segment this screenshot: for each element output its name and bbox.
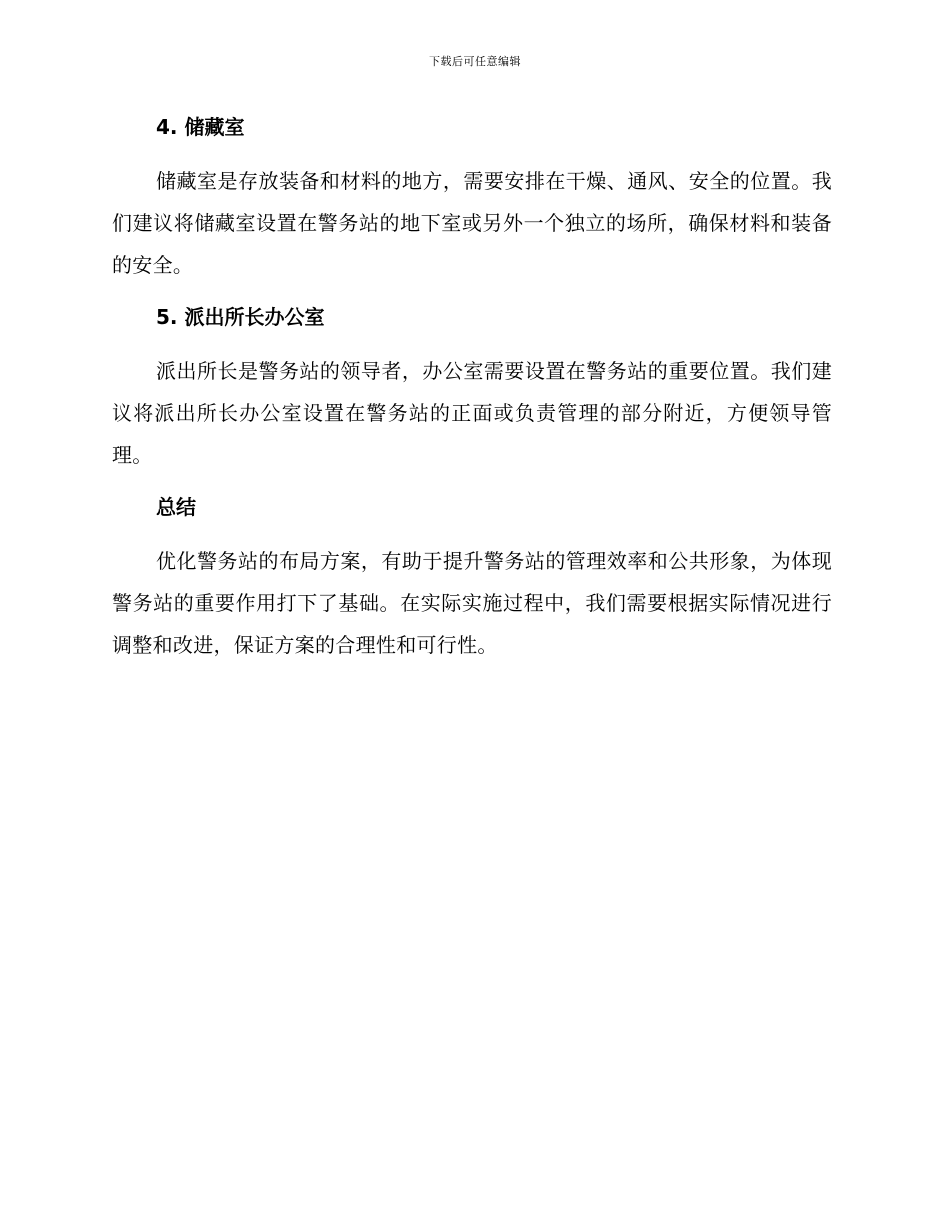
- page-header: 下载后可任意编辑: [429, 55, 521, 68]
- section-paragraph-summary: 优化警务站的布局方案，有助于提升警务站的管理效率和公共形象，为体现警务站的重要作用打下了基础。在实际实施过程中，我们需要根据实际情况进行调整和改进，保证方案的合理性和可行性。: [112, 549, 832, 657]
- section-heading-storage: 4. 储藏室: [156, 115, 245, 139]
- section-paragraph-storage: 储藏室是存放装备和材料的地方，需要安排在干燥、通风、安全的位置。我们建议将储藏室设置在警务站的地下室或另外一个独立的场所，确保材料和装备的安全。: [112, 169, 832, 277]
- section-heading-director-office: 5. 派出所长办公室: [156, 305, 325, 329]
- section-paragraph-director-office: 派出所长是警务站的领导者，办公室需要设置在警务站的重要位置。我们建议将派出所长办公室设置在警务站的正面或负责管理的部分附近，方便领导管理。: [112, 359, 832, 467]
- document-body: [112, 108, 832, 678]
- section-heading-summary: 总结: [156, 495, 196, 519]
